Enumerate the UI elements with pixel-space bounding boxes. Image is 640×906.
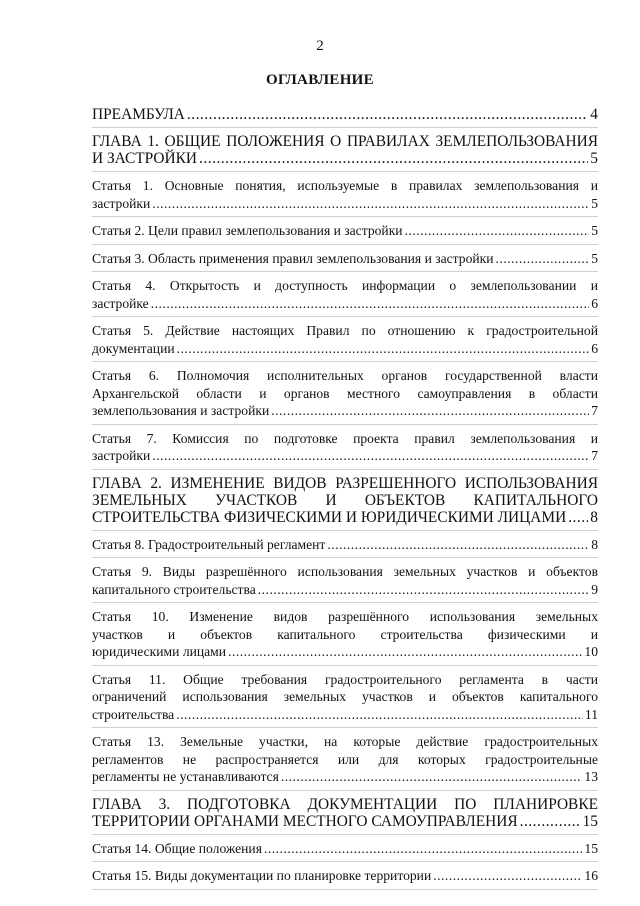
toc-article-entry[interactable]	[92, 563, 598, 603]
toc-chapter-entry[interactable]	[92, 133, 598, 172]
toc-article-entry[interactable]	[92, 867, 598, 890]
toc-entry-line: ГЛАВА 1. ОБЩИЕ ПОЛОЖЕНИЯ О ПРАВИЛАХ ЗЕМЛЕПОЛЬЗОВАНИЯ	[92, 133, 598, 150]
dot-leader	[152, 447, 589, 465]
dot-leader	[496, 250, 590, 268]
toc-entry-line: ограничений использования земельных участков и объектов капитального	[92, 689, 598, 704]
table-of-contents	[92, 106, 598, 895]
toc-article-entry[interactable]	[92, 322, 598, 362]
toc-entry-line: Статья 5. Действие настоящих Правил по отношению к градостроительной	[92, 323, 598, 338]
dot-leader	[327, 536, 589, 554]
dot-leader	[187, 106, 588, 123]
toc-entry-line: Статья 6. Полномочия исполнительных органов государственной власти	[92, 368, 598, 383]
toc-chapter-entry[interactable]	[92, 475, 598, 531]
toc-entry-title: регламенты не устанавливаются	[92, 769, 279, 784]
toc-entry-title: И ЗАСТРОЙКИ	[92, 150, 198, 167]
toc-page-number: 5	[591, 223, 598, 238]
dot-leader	[151, 295, 589, 313]
toc-entry-line: Статья 1. Основные понятия, используемые в правилах землепользования и	[92, 178, 598, 193]
dot-leader	[405, 222, 590, 240]
toc-page-number: 4	[590, 106, 598, 123]
dot-leader	[177, 340, 590, 358]
toc-entry-line: ГЛАВА 3. ПОДГОТОВКА ДОКУМЕНТАЦИИ ПО ПЛАНИРОВКЕ	[92, 795, 598, 813]
toc-entry-title: СТРОИТЕЛЬСТВА ФИЗИЧЕСКИМИ И ЮРИДИЧЕСКИМИ ЛИЦАМИ	[92, 508, 567, 526]
toc-entry-title: строительства	[92, 706, 175, 722]
toc-page-number: 15	[584, 840, 598, 856]
toc-entry-title: застройки	[92, 448, 151, 463]
toc-entry-line: Статья 7. Комиссия по подготовке проекта правил землепользования и	[92, 430, 598, 446]
page-number: 2	[316, 38, 324, 54]
toc-entry-line: ГЛАВА 2. ИЗМЕНЕНИЕ ВИДОВ РАЗРЕШЕННОГО ИСПОЛЬЗОВАНИЯ	[92, 474, 598, 492]
dot-leader	[568, 509, 588, 526]
dot-leader	[520, 813, 581, 830]
dot-leader	[264, 840, 582, 858]
toc-entry-line: Статья 4. Открытость и доступность информации о землепользовании и	[92, 278, 598, 293]
toc-page-number: 11	[584, 706, 598, 722]
toc-article-entry[interactable]	[92, 536, 598, 559]
toc-entry-title: застройки	[92, 195, 151, 211]
dot-leader	[152, 195, 589, 213]
toc-entry-title: Статья 15. Виды документации по планировке территории	[92, 868, 432, 883]
toc-page-number: 5	[590, 150, 598, 167]
toc-page-number: 15	[582, 812, 598, 830]
toc-page-number: 16	[584, 868, 598, 883]
toc-entry-line: Статья 11. Общие требования градостроительного регламента в части	[92, 671, 598, 687]
toc-entry-title: ПРЕАМБУЛА	[92, 106, 185, 123]
toc-page-number: 9	[591, 581, 598, 597]
toc-page-number: 10	[584, 644, 598, 659]
toc-title: ОГЛАВЛЕНИЕ	[266, 72, 374, 88]
toc-page-number: 6	[591, 340, 598, 356]
toc-entry-title: Статья 3. Область применения правил землепользования и застройки	[92, 250, 494, 266]
toc-article-entry[interactable]	[92, 222, 598, 245]
toc-entry-title: юридическими лицами	[92, 644, 227, 659]
toc-entry-title: застройке	[92, 295, 149, 311]
dot-leader	[258, 581, 589, 599]
toc-article-entry[interactable]	[92, 277, 598, 317]
toc-article-entry[interactable]	[92, 733, 598, 791]
dot-leader	[271, 402, 589, 420]
toc-article-entry[interactable]	[92, 177, 598, 217]
toc-chapter-entry[interactable]	[92, 106, 598, 128]
toc-page-number: 8	[591, 536, 598, 552]
dot-leader	[199, 150, 588, 167]
toc-entry-line: Статья 13. Земельные участки, на которые действие градостроительных	[92, 734, 598, 749]
dot-leader	[176, 706, 583, 724]
toc-entry-title: документации	[92, 340, 175, 356]
toc-entry-title: Статья 14. Общие положения	[92, 840, 262, 856]
toc-entry-line: регламентов не распространяется или для которых градостроительные	[92, 751, 598, 767]
toc-page-number: 6	[591, 295, 598, 311]
toc-entry-line: участков и объектов капитального строительства физическими и	[92, 626, 598, 642]
toc-article-entry[interactable]	[92, 840, 598, 863]
toc-entry-line: Статья 10. Изменение видов разрешённого использования земельных	[92, 609, 598, 624]
toc-page-number: 7	[591, 403, 598, 418]
dot-leader	[228, 643, 582, 661]
toc-article-entry[interactable]	[92, 250, 598, 273]
toc-entry-title: ТЕРРИТОРИИ ОРГАНАМИ МЕСТНОГО САМОУПРАВЛЕНИЯ	[92, 812, 518, 830]
toc-entry-line: Статья 9. Виды разрешённого использования земельных участков и объектов	[92, 564, 598, 579]
toc-article-entry[interactable]	[92, 430, 598, 470]
toc-page-number: 5	[591, 195, 598, 211]
toc-entry-line: Архангельской области и органов местного самоуправления в области	[92, 385, 598, 401]
toc-page-number: 7	[591, 448, 598, 463]
toc-entry-title: землепользования и застройки	[92, 403, 270, 418]
toc-page-number: 5	[591, 250, 598, 266]
dot-leader	[281, 768, 583, 786]
toc-entry-title: капитального строительства	[92, 581, 256, 597]
toc-chapter-entry[interactable]	[92, 796, 598, 835]
dot-leader	[433, 867, 582, 885]
toc-article-entry[interactable]	[92, 608, 598, 666]
toc-page-number: 8	[590, 508, 598, 526]
toc-article-entry[interactable]	[92, 367, 598, 425]
toc-page-number: 13	[584, 769, 598, 784]
toc-article-entry[interactable]	[92, 671, 598, 729]
toc-entry-title: Статья 8. Градостроительный регламент	[92, 536, 326, 552]
toc-entry-title: Статья 2. Цели правил землепользования и застройки	[92, 223, 403, 238]
toc-entry-line: ЗЕМЕЛЬНЫХ УЧАСТКОВ И ОБЪЕКТОВ КАПИТАЛЬНОГО	[92, 491, 598, 509]
